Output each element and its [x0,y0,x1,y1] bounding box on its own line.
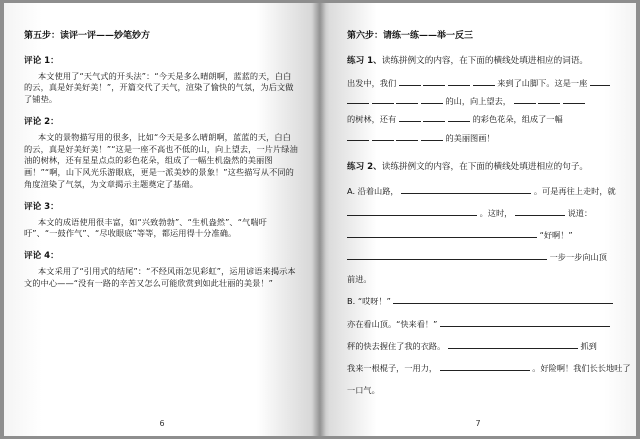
blank[interactable] [396,95,418,104]
blank[interactable] [515,207,565,216]
blank[interactable] [538,95,560,104]
blank[interactable] [423,77,445,86]
comment-1-heading: 评论 1： [24,56,59,67]
exercise-2-a2-tail: 。这时， [479,207,513,218]
comment-2-heading: 评论 2： [24,117,59,128]
exercise-1-line-1 [347,74,618,92]
exercise-2-a2-end: 说道： [567,207,593,218]
exercise-2-b3-text: 秤的快去握住了我的衣路。 [347,340,446,351]
blank[interactable] [372,95,394,104]
exercise-1-line-1-text-a: 出发中，我们 [347,77,397,88]
exercise-2-line-b2 [347,313,618,335]
exercise-1-label: 练习 1、 [347,56,382,67]
exercise-2-b4-tail: 。好险啊！我们长长地吐了 [532,362,631,373]
left-page [4,3,320,436]
exercise-2-b-start: B. “哎呀！” [347,296,391,307]
exercise-2-a-tail: 。可是再往上走时，就 [533,185,616,196]
blank[interactable] [421,95,443,104]
exercise-2-line-b3 [347,335,618,357]
comment-3-text: 本文的成语使用很丰富，如“兴致勃勃”、“生机盎然”、“气喘吁吁”、“一鼓作气”、“尽收眼底”等等，都运用得十分准确。 [24,216,267,239]
comment-1-text: 本文使用了“天气式的开头法”：“今天是多么晴朗啊，蓝蓝的天，白白的云，真是好美好美！”，开篇交代了天气，渲染了愉快的气氛，为后文做了铺垫。 [24,70,294,105]
comment-4-heading: 评论 4： [24,251,59,262]
exercise-2-line-b4 [347,357,631,379]
exercise-2-a-start: A. 沿着山路， [347,185,399,196]
blank[interactable] [473,77,495,86]
blank[interactable] [393,295,613,304]
exercise-1-line-3-text-a: 的树林，还有 [347,114,397,125]
blank[interactable] [347,207,477,216]
blank[interactable] [440,362,530,371]
section-title-step-5: 第五步：读评一评——妙笔妙方 [24,31,151,41]
blank[interactable] [448,113,470,122]
exercise-1-line-2-text-a: 的山，向上望去， [445,95,511,106]
exercise-2-line-a4 [347,246,618,268]
exercise-2-line-a2 [347,202,618,224]
exercise-2-line-a1 [347,180,618,202]
blank[interactable] [401,185,531,194]
exercise-2-instruction: 读练拼例文的内容，在下面的横线处填进相应的句子。 [381,162,589,173]
blank[interactable] [372,132,394,141]
blank[interactable] [399,113,421,122]
exercise-2-line-a5: 前进。 [347,274,372,285]
blank[interactable] [399,77,421,86]
exercise-2-line-b5: 一口气。 [347,385,380,396]
exercise-1-line-4-text-a: 的美丽图画！ [445,132,495,143]
open-book [4,3,636,436]
blank[interactable] [448,340,578,349]
blank[interactable] [440,318,610,327]
blank[interactable] [423,113,445,122]
exercise-2-b3-tail: 抓到 [580,340,597,351]
blank[interactable] [347,132,369,141]
comment-3-heading: 评论 3： [24,202,59,213]
exercise-2-b4-text: 我来一根棍子，一用力， [347,362,438,373]
blank[interactable] [396,132,418,141]
page-number-left: 6 [159,419,165,429]
exercise-2-b2-text: 亦在看山顶。“快来看！” [347,318,438,329]
blank[interactable] [590,77,610,86]
comment-4-text: 本文采用了“引用式的结尾”：“不经风雨怎见彩虹”，运用谚语来揭示本文的中心——“没有一路的辛苦又怎么可能欣赏到如此壮丽的美景！” [24,265,296,288]
blank[interactable] [347,251,547,260]
page-number-right: 7 [475,419,481,429]
exercise-2-title [347,161,618,173]
exercise-1-instruction: 读练拼例文的内容，在下面的横线处填进相应的词语。 [381,56,589,67]
exercise-1-line-3 [347,110,618,128]
exercise-2-line-a3 [347,224,618,246]
exercise-2-a4-tail: 一步一步向山顶 [549,252,607,263]
exercise-2-a3-quote: “好啊！” [539,230,573,241]
exercise-2-label: 练习 2、 [347,162,382,173]
comment-2-text: 本文的景物描写用的很多，比如“今天是多么晴朗啊，蓝蓝的天，白白的云，真是好美好美！”“这是一座不高也不低的山，向上望去，一片片绿油油的树林，还有星星点点的彩色花朵，组成了一幅生机盎然的美丽图画！”“啊，山下风光乐游眼底，更是一派美妙的景象！”这些描写从不同的角度渲染了气氛，为文章揭示主题奠定了基础。 [24,131,298,190]
blank[interactable] [448,77,470,86]
exercise-1-line-2 [347,92,618,110]
section-title-step-6: 第六步：请练一练——举一反三 [347,31,474,41]
exercise-1-line-3-text-b: 的彩色花朵，组成了一幅 [472,114,563,125]
blank[interactable] [514,95,536,104]
exercise-1-line-1-text-b: 来到了山脚下。这是一座 [497,77,588,88]
blank[interactable] [347,95,369,104]
exercise-1-title [347,55,618,67]
blank[interactable] [563,95,585,104]
exercise-1-line-4 [347,129,618,147]
exercise-2-line-b1 [347,290,618,312]
blank[interactable] [347,229,537,238]
blank[interactable] [421,132,443,141]
right-page [320,3,636,436]
